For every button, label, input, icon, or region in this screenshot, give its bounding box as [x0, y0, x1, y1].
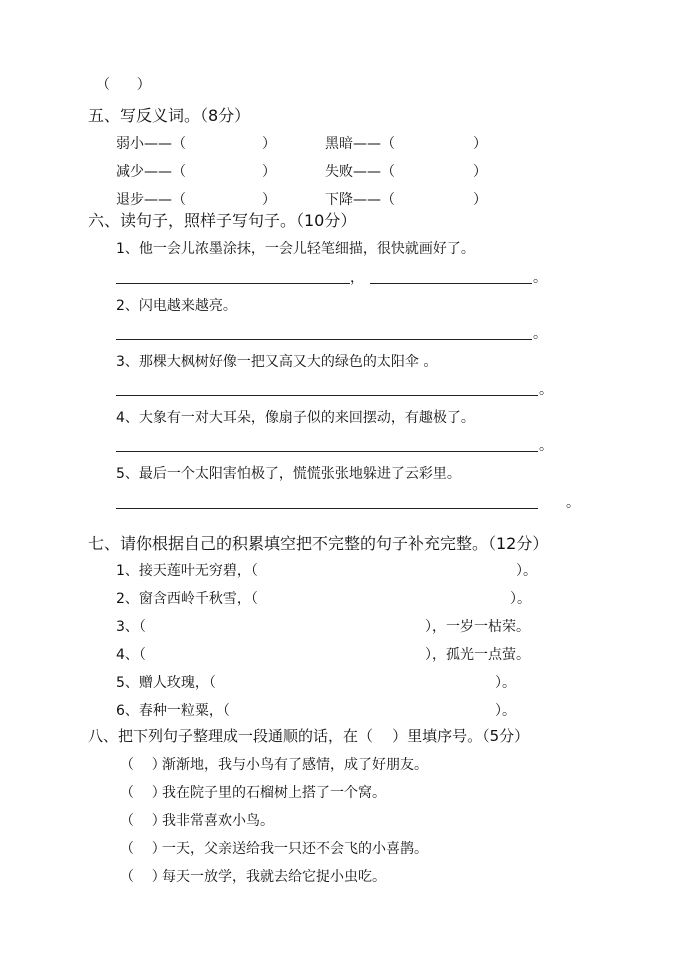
section-8-heading: 八、把下列句子整理成一段通顺的话，在（ ）里填序号。（5分）: [88, 727, 530, 745]
poem-pre-1: 1、接天莲叶无穷碧，（: [116, 563, 258, 579]
answer-line-4[interactable]: [116, 451, 538, 452]
antonym-right-1: 黑暗——（: [325, 136, 395, 152]
poem-pre-6: 6、春种一粒粟，（: [116, 703, 230, 719]
answer-line-2[interactable]: [116, 339, 532, 340]
answer-line-3[interactable]: [116, 395, 538, 396]
section-6-heading: 六、读句子，照样子写句子。（10分）: [88, 211, 357, 230]
poem-pre-2: 2、窗含西岭千秋雪，（: [116, 591, 258, 607]
section-5-heading: 五、写反义词。（8分）: [88, 106, 251, 125]
antonym-left-close-3: ）: [262, 192, 276, 208]
order-sentence-4: 一天，父亲送给我一只还不会飞的小喜鹊。: [162, 841, 428, 857]
sentence-prompt-2: 2、闪电越来越亮。: [116, 298, 237, 314]
answer-line-1a[interactable]: [116, 283, 350, 284]
order-sentence-1: 渐渐地，我与小鸟有了感情，成了好朋友。: [162, 757, 428, 773]
antonym-right-close-2: ）: [473, 164, 487, 180]
answer-paren[interactable]: （ ）: [96, 77, 151, 93]
poem-pre-3: 3、（: [116, 619, 146, 635]
sentence-prompt-1: 1、他一会儿浓墨涂抹，一会儿轻笔细描，很快就画好了。: [116, 241, 475, 257]
poem-pre-4: 4、（: [116, 647, 146, 663]
antonym-right-close-3: ）: [473, 192, 487, 208]
antonym-left-1: 弱小——（: [116, 136, 186, 152]
order-paren-2[interactable]: （ ）: [120, 785, 166, 801]
answer-period-4: 。: [539, 438, 553, 454]
order-paren-4[interactable]: （ ）: [120, 841, 166, 857]
order-sentence-3: 我非常喜欢小鸟。: [162, 813, 274, 829]
section-7-heading: 七、请你根据自己的积累填空把不完整的句子补充完整。（12分）: [88, 534, 549, 553]
answer-line-5[interactable]: [116, 508, 538, 509]
antonym-left-3: 退步——（: [116, 192, 186, 208]
sentence-prompt-5: 5、最后一个太阳害怕极了，慌慌张张地躲进了云彩里。: [116, 466, 461, 482]
poem-post-1: ）。: [516, 563, 537, 579]
antonym-left-close-1: ）: [262, 136, 276, 152]
antonym-right-2: 失败——（: [325, 164, 395, 180]
order-paren-1[interactable]: （ ）: [120, 757, 166, 773]
answer-period-2: 。: [533, 326, 547, 342]
order-paren-5[interactable]: （ ）: [120, 869, 166, 885]
poem-post-5: ）。: [495, 675, 516, 691]
poem-post-3: ），一岁一枯荣。: [425, 619, 530, 635]
antonym-left-2: 减少——（: [116, 164, 186, 180]
order-paren-3[interactable]: （ ）: [120, 813, 166, 829]
sentence-prompt-4: 4、大象有一对大耳朵，像扇子似的来回摆动，有趣极了。: [116, 410, 475, 426]
answer-line-1b[interactable]: [370, 283, 532, 284]
poem-post-4: ），孤光一点萤。: [425, 647, 530, 663]
answer-period-5: 。: [566, 495, 580, 511]
order-sentence-5: 每天一放学，我就去给它捉小虫吃。: [162, 869, 386, 885]
answer-period-3: 。: [539, 382, 553, 398]
antonym-left-close-2: ）: [262, 164, 276, 180]
poem-pre-5: 5、赠人玫瑰，（: [116, 675, 216, 691]
poem-post-6: ）。: [495, 703, 516, 719]
poem-post-2: ）。: [510, 591, 531, 607]
sentence-prompt-3: 3、那棵大枫树好像一把又高又大的绿色的太阳伞 。: [116, 354, 438, 370]
antonym-right-3: 下降——（: [325, 192, 395, 208]
answer-comma-1: ，: [350, 270, 364, 286]
order-sentence-2: 我在院子里的石榴树上搭了一个窝。: [162, 785, 386, 801]
antonym-right-close-1: ）: [473, 136, 487, 152]
answer-period-1: 。: [533, 270, 547, 286]
